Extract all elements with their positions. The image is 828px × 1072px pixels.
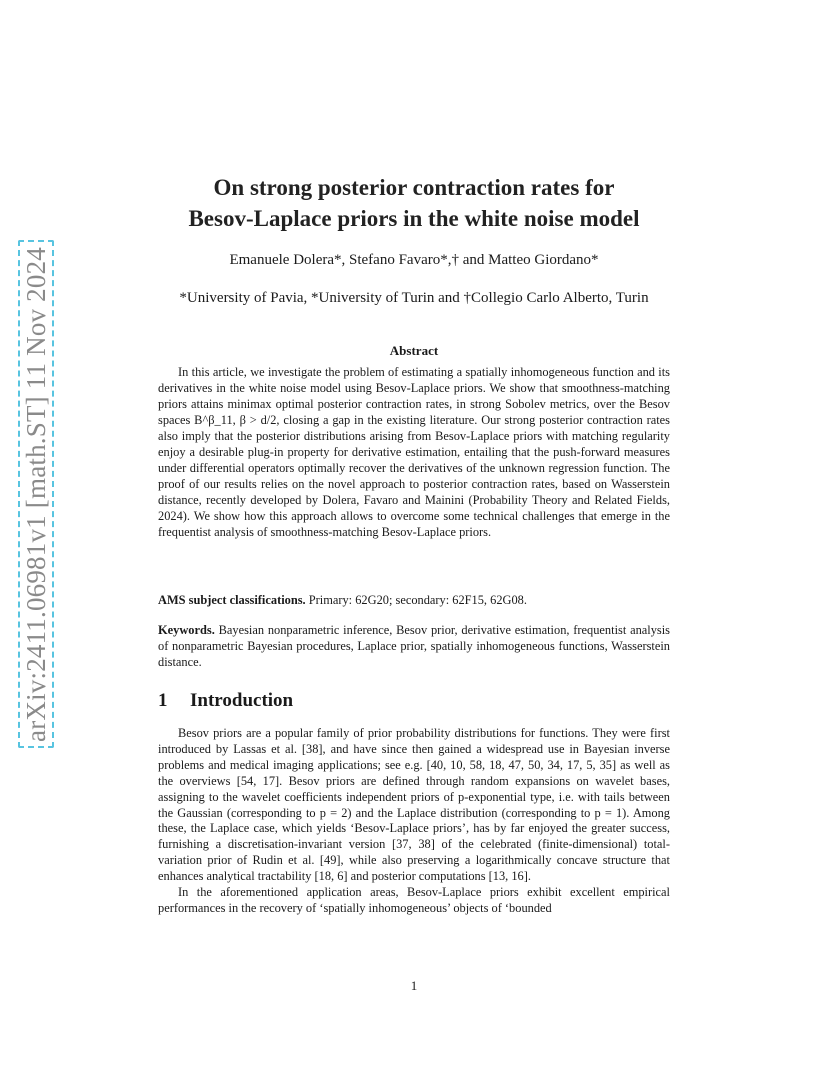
paper-title (100, 172, 728, 234)
title-line-2: Besov-Laplace priors in the white noise model (188, 206, 640, 231)
introduction-body (158, 726, 670, 917)
arxiv-stamp-text: arXiv:2411.06981v1 [math.ST] 11 Nov 2024 (20, 246, 51, 742)
abstract-heading: Abstract (389, 343, 439, 358)
arxiv-stamp (18, 240, 54, 748)
keywords (158, 622, 670, 670)
paragraph-2: In the aforementioned application areas, Besov-Laplace priors exhibit excellent empirical performances in the recovery of ‘spatially inhomogeneous’ objects of ‘bounded (158, 885, 670, 915)
section-title: Introduction (190, 690, 294, 711)
authors: Emanuele Dolera*, Stefano Favaro*,† and Matteo Giordano* (229, 252, 599, 268)
ams-classifications (158, 592, 670, 608)
keywords-label: Keywords. (158, 623, 215, 637)
section-number: 1 (158, 690, 168, 711)
affiliations: *University of Pavia, *University of Turin and †Collegio Carlo Alberto, Turin (179, 290, 649, 306)
title-line-1: On strong posterior contraction rates for (213, 175, 615, 200)
page-number: 1 (410, 978, 418, 993)
keywords-text: Bayesian nonparametric inference, Besov prior, derivative estimation, frequentist analysis of nonparametric Bayesian procedures, Laplace prior, spatially inhomogeneous functions, Wasserstein distance. (158, 623, 670, 669)
section-heading (158, 690, 293, 712)
ams-label: AMS subject classifications. (158, 593, 306, 607)
ams-text: Primary: 62G20; secondary: 62F15, 62G08. (308, 593, 527, 607)
paragraph-1: Besov priors are a popular family of prior probability distributions for functions. They were first introduced by Lassas et al. [38], and have since then gained a widespread use in Bayesian inverse problems and medical imaging applications; see e.g. [40, 10, 58, 18, 47, 50, 34, 17, 5, 35] as well as the overviews [54, 17]. Besov priors are defined through random expansions on wavelet bases, assigning to the wavelet coefficients independent priors of p-exponential type, i.e. with tails between the Gaussian (corresponding to p = 2) and the Laplace distribution (corresponding to p = 1). Among these, the Laplace case, which yields ‘Besov-Laplace priors’, has by far enjoyed the greater success, furnishing a discretisation-invariant version [37, 38] of the celebrated (finite-dimensional) total-variation prior of Rudin et al. [49], while also preserving a logarithmically concave structure that enhances analytical tractability [18, 6] and posterior computations [13, 16]. (158, 726, 670, 884)
abstract-body: In this article, we investigate the problem of estimating a spatially inhomogeneous function and its derivatives in the white noise model using Besov-Laplace priors. We show that smoothness-matching priors attains minimax optimal posterior contraction rates, in strong Sobolev metrics, over the Besov spaces B^β_11, β > d/2, closing a gap in the existing literature. Our strong posterior contraction rates also imply that the posterior distributions arising from Besov-Laplace priors with matching regularity enjoy a desirable plug-in property for derivative estimation, entailing that the push-forward measures under differential operators optimally recover the derivatives of the unknown regression function. The proof of our results relies on the novel approach to posterior contraction rates, based on Wasserstein distance, recently developed by Dolera, Favaro and Mainini (Probability Theory and Related Fields, 2024). We show how this approach allows to overcome some technical challenges that emerge in the frequentist analysis of smoothness-matching Besov-Laplace priors. (158, 365, 670, 539)
